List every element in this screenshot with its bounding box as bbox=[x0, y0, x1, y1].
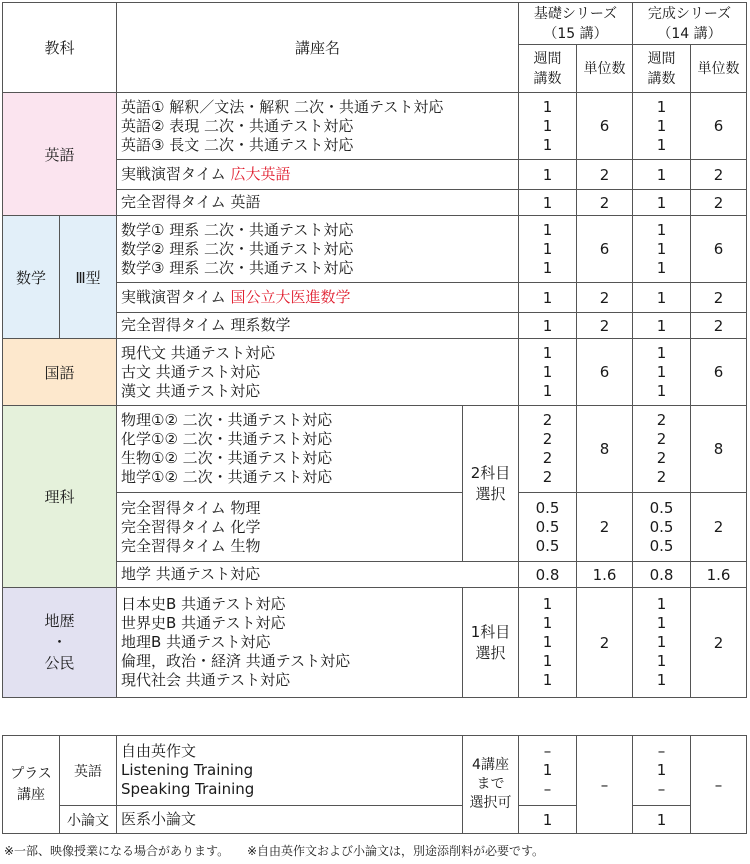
science-mastery-courses: 完全習得タイム 物理 完全習得タイム 化学 完全習得タイム 生物 bbox=[117, 493, 463, 562]
plus-english-label: 英語 bbox=[60, 736, 117, 806]
plus-selection: 4講座 まで 選択可 bbox=[463, 736, 519, 834]
plus-english-courses: 自由英作文 Listening Training Speaking Training bbox=[117, 736, 463, 806]
science-core-courses: 物理①② 二次・共通テスト対応 化学①② 二次・共通テスト対応 生物①② 二次・共通テスト対応 地学①② 二次・共通テスト対応 bbox=[117, 406, 463, 493]
complete-series-title: 完成シリーズ bbox=[647, 5, 732, 22]
japanese-courses: 現代文 共通テスト対応 古文 共通テスト対応 漢文 共通テスト対応 bbox=[117, 339, 519, 406]
basic-weekly-header: 週間 講数 bbox=[519, 45, 577, 93]
science-complete-weekly: 2 2 2 2 bbox=[633, 406, 691, 493]
history-courses: 日本史B 共通テスト対応 世界史B 共通テスト対応 地理B 共通テスト対応 倫理，政治・経済 共通テスト対応 現代社会 共通テスト対応 bbox=[117, 588, 463, 698]
table-row bbox=[3, 339, 747, 406]
plus-essay-course: 医系小論文 bbox=[117, 806, 463, 834]
english-core-courses: 英語① 解釈／文法・解釈 二次・共通テスト対応 英語② 表現 二次・共通テスト対応 英語③ 長文 二次・共通テスト対応 bbox=[117, 93, 519, 160]
math-basic-credits: 6 bbox=[577, 216, 633, 283]
table-row: 完全習得タイム 英語 1 2 1 2 bbox=[3, 190, 747, 216]
science-complete-credits: 8 bbox=[691, 406, 747, 493]
basic-series-title: 基礎シリーズ bbox=[533, 5, 618, 22]
table-row: 完全習得タイム 理系数学 1 2 1 2 bbox=[3, 313, 747, 339]
subject-english: 英語 bbox=[3, 93, 117, 216]
math-type: Ⅲ型 bbox=[60, 216, 117, 339]
footnote-fee: ※自由英作文および小論文は，別途添削料が必要です。 bbox=[246, 844, 545, 858]
complete-series-header bbox=[633, 3, 747, 45]
english-basic-weekly: 1 1 1 bbox=[519, 93, 577, 160]
math-mastery-course: 完全習得タイム 理系数学 bbox=[117, 313, 519, 339]
plus-courses-label: プラス 講座 bbox=[3, 736, 60, 834]
footnote-video: ※一部、映像授業になる場合があります。 bbox=[4, 844, 230, 858]
subject-header: 教科 bbox=[3, 3, 117, 93]
plus-english-basic-weekly: – 1 – bbox=[519, 736, 577, 806]
plus-essay-basic-weekly: 1 bbox=[519, 806, 577, 834]
subject-history-civics: 地歴 ・ 公民 bbox=[3, 588, 117, 698]
science-mastery-basic-credits: 2 bbox=[577, 493, 633, 562]
math-complete-credits: 6 bbox=[691, 216, 747, 283]
history-complete-credits: 2 bbox=[691, 588, 747, 698]
plus-complete-credits: – bbox=[691, 736, 747, 834]
plus-essay-label: 小論文 bbox=[60, 806, 117, 834]
history-selection: 1科目 選択 bbox=[463, 588, 519, 698]
plus-english-complete-weekly: – 1 – bbox=[633, 736, 691, 806]
history-basic-weekly: 1 1 1 1 1 bbox=[519, 588, 577, 698]
table-row bbox=[3, 406, 747, 493]
english-mastery-course: 完全習得タイム 英語 bbox=[117, 190, 519, 216]
table-row: 地学 共通テスト対応 0.8 1.6 0.8 1.6 bbox=[3, 562, 747, 588]
japanese-complete-weekly: 1 1 1 bbox=[633, 339, 691, 406]
curriculum-table bbox=[2, 2, 747, 698]
table-row: 実戦演習タイム 国公立大医進数学 1 2 1 2 bbox=[3, 283, 747, 313]
japanese-basic-credits: 6 bbox=[577, 339, 633, 406]
complete-weekly-header: 週間 講数 bbox=[633, 45, 691, 93]
table-row bbox=[3, 93, 747, 160]
basic-series-count: （15 講） bbox=[543, 25, 608, 42]
table-row bbox=[3, 588, 747, 698]
course-name-header: 講座名 bbox=[117, 3, 519, 93]
plus-basic-credits: – bbox=[577, 736, 633, 834]
complete-series-count: （14 講） bbox=[657, 25, 722, 42]
subject-science: 理科 bbox=[3, 406, 117, 588]
japanese-basic-weekly: 1 1 1 bbox=[519, 339, 577, 406]
japanese-complete-credits: 6 bbox=[691, 339, 747, 406]
english-basic-credits: 6 bbox=[577, 93, 633, 160]
table-row: 実戦演習タイム 広大英語 1 2 1 2 bbox=[3, 160, 747, 190]
math-core-courses: 数学① 理系 二次・共通テスト対応 数学② 理系 二次・共通テスト対応 数学③ 理系 二次・共通テスト対応 bbox=[117, 216, 519, 283]
science-basic-credits: 8 bbox=[577, 406, 633, 493]
science-basic-weekly: 2 2 2 2 bbox=[519, 406, 577, 493]
table-row bbox=[3, 806, 747, 834]
science-mastery-complete-weekly: 0.5 0.5 0.5 bbox=[633, 493, 691, 562]
footnotes bbox=[4, 843, 544, 859]
basic-credits-header: 単位数 bbox=[577, 45, 633, 93]
plus-essay-complete-weekly: 1 bbox=[633, 806, 691, 834]
math-basic-weekly: 1 1 1 bbox=[519, 216, 577, 283]
english-practice-course: 実戦演習タイム 広大英語 bbox=[117, 160, 519, 190]
math-complete-weekly: 1 1 1 bbox=[633, 216, 691, 283]
math-practice-course: 実戦演習タイム 国公立大医進数学 bbox=[117, 283, 519, 313]
plus-courses-table bbox=[2, 735, 747, 834]
english-complete-weekly: 1 1 1 bbox=[633, 93, 691, 160]
earth-science-course: 地学 共通テスト対応 bbox=[117, 562, 519, 588]
table-row bbox=[3, 736, 747, 806]
science-mastery-complete-credits: 2 bbox=[691, 493, 747, 562]
subject-japanese: 国語 bbox=[3, 339, 117, 406]
basic-series-header bbox=[519, 3, 633, 45]
science-mastery-basic-weekly: 0.5 0.5 0.5 bbox=[519, 493, 577, 562]
history-basic-credits: 2 bbox=[577, 588, 633, 698]
subject-math: 数学 bbox=[3, 216, 60, 339]
complete-credits-header: 単位数 bbox=[691, 45, 747, 93]
table-row bbox=[3, 216, 747, 283]
history-complete-weekly: 1 1 1 1 1 bbox=[633, 588, 691, 698]
science-selection: 2科目 選択 bbox=[463, 406, 519, 562]
english-complete-credits: 6 bbox=[691, 93, 747, 160]
